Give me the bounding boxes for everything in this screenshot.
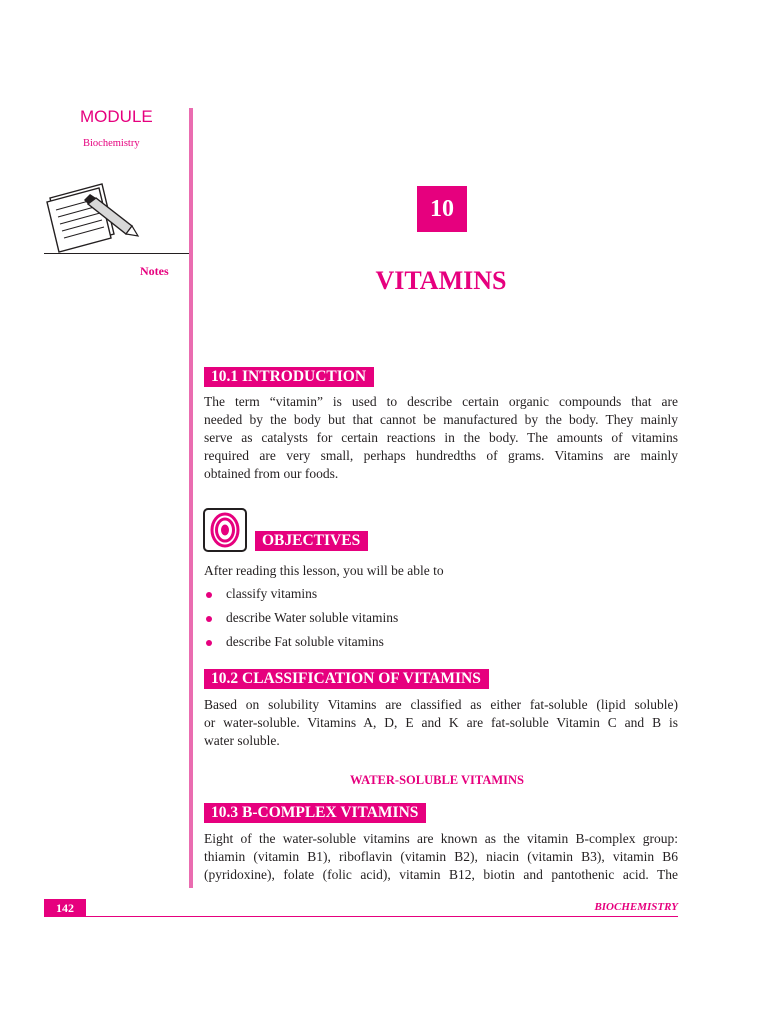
section-heading-bcomplex: 10.3 B-COMPLEX VITAMINS [204,803,426,823]
classification-paragraph [204,696,678,750]
water-soluble-heading: WATER-SOLUBLE VITAMINS [350,773,524,787]
margin-rule [189,108,193,888]
bullet-dot [206,640,212,646]
notes-rule [44,253,189,254]
footer-rule [44,916,678,917]
intro-line: serve as catalysts for certain reactions in the body. The amounts of vitamins [204,430,678,445]
list-item-text: classify vitamins [226,586,318,601]
classification-line: water soluble. [204,733,280,748]
chapter-number: 10 [417,186,467,232]
list-item-text: describe Water soluble vitamins [226,610,399,625]
objectives-lead: After reading this lesson, you will be able to [204,563,444,578]
classification-line: Based on solubility Vitamins are classified as either fat-soluble (lipid soluble) [204,697,678,712]
notes-label: Notes [140,264,169,278]
target-icon [203,508,247,552]
intro-line: needed by the body but that cannot be manufactured by the body. They mainly [204,412,678,427]
bcomplex-paragraph [204,830,678,884]
intro-paragraph [204,393,678,483]
intro-line: The term “vitamin” is used to describe certain organic compounds that are [204,394,678,409]
intro-line: obtained from our foods. [204,466,339,481]
module-label: MODULE [80,107,153,126]
bcomplex-line: Eight of the water-soluble vitamins are known as the vitamin B-complex group: [204,831,678,846]
classification-line: or water-soluble. Vitamins A, D, E and K are fat-soluble Vitamin C and B is [204,715,678,730]
page-number: 142 [44,899,86,917]
section-heading-objectives: OBJECTIVES [255,531,368,551]
bullet-dot [206,592,212,598]
list-item-text: describe Fat soluble vitamins [226,634,384,649]
bcomplex-line: thiamin (vitamin B1), riboflavin (vitamin B2), niacin (vitamin B3), vitamin B6 [204,849,678,864]
bullet-dot [206,616,212,622]
intro-line: required are very small, perhaps hundredths of grams. Vitamins are mainly [204,448,678,463]
footer-book-title: BIOCHEMISTRY [594,901,678,913]
section-heading-introduction: 10.1 INTRODUCTION [204,367,374,387]
chapter-title: VITAMINS [375,266,507,295]
module-subject: Biochemistry [83,138,140,149]
section-heading-classification: 10.2 CLASSIFICATION OF VITAMINS [204,669,489,689]
notepad-pen-icon [44,180,144,260]
bcomplex-line: (pyridoxine), folate (folic acid), vitamin B12, biotin and pantothenic acid. The [204,867,678,882]
